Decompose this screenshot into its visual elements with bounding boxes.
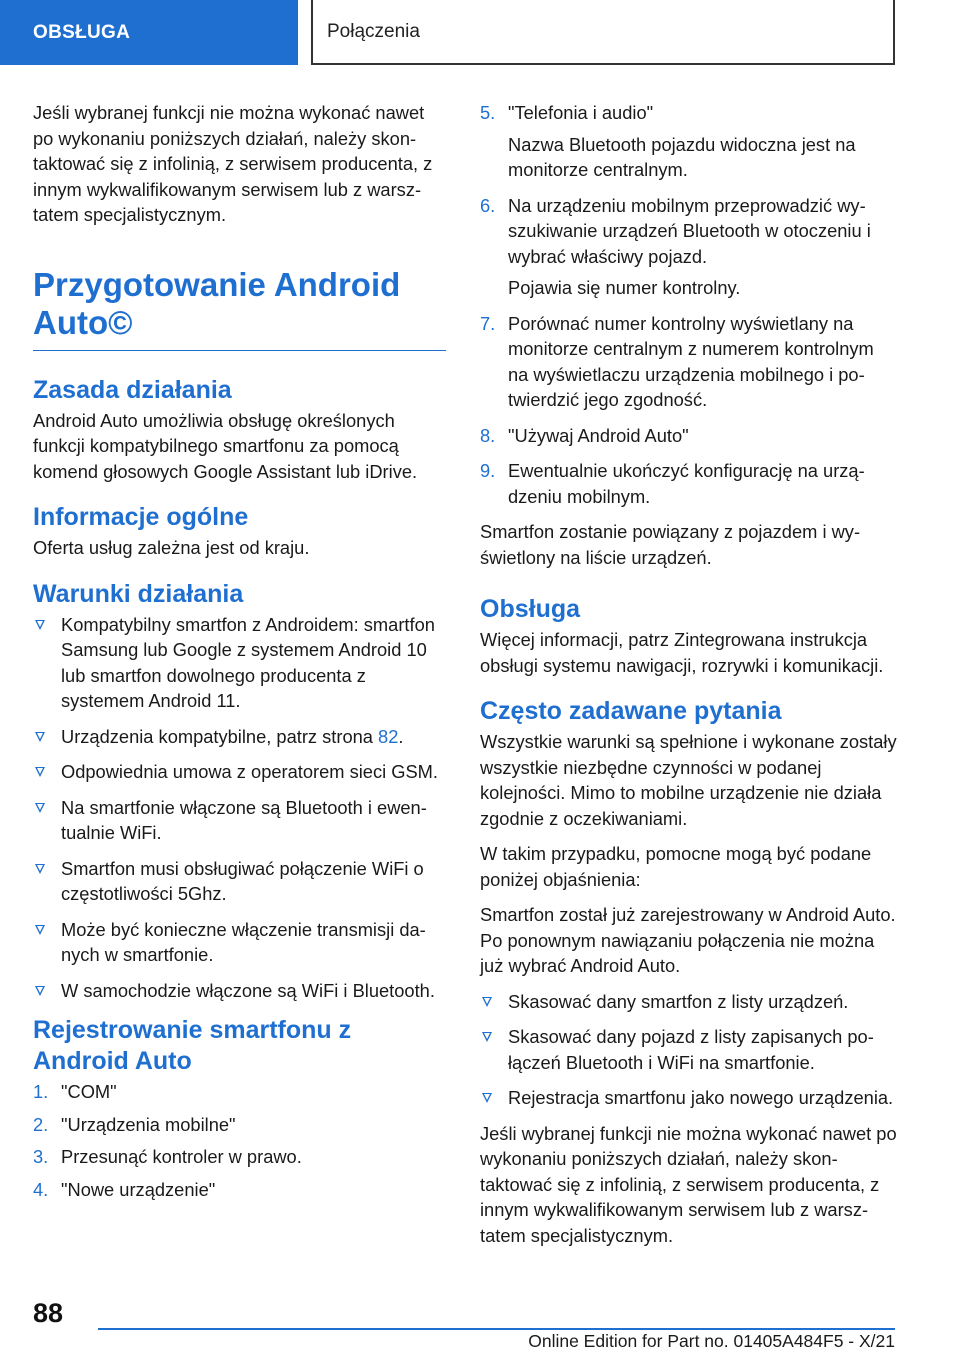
rejestr-heading: Rejestrowanie smartfonu z Android Auto xyxy=(33,1016,352,1075)
triangle-bullet-icon xyxy=(35,732,45,742)
step-item: 9. Ewentualnie ukończyć konfigurację na urządzeniu mobilnym. xyxy=(480,460,865,507)
steps-list-left xyxy=(33,1079,446,1202)
warunki-heading: Warunki działania xyxy=(33,579,244,608)
zasada-paragraph: Android Auto umożliwia obsługę określonych funkcji kompatybilnego smartfonu za pomocą komend głosowych Google Assistant lub iDrive. xyxy=(33,409,418,482)
info-paragraph: Oferta usług zależna jest od kraju. xyxy=(33,537,310,558)
step-item: 2. "Urządzenia mobilne" xyxy=(33,1113,236,1135)
step-item: 3. Przesunąć kontroler w prawo. xyxy=(33,1146,302,1167)
list-item: Rejestracja smartfonu jako nowego urządzenia. xyxy=(480,1085,898,1111)
triangle-bullet-icon xyxy=(35,620,45,630)
list-item: Kompatybilny smartfon z Androidem: smartfon Samsung lub Google z systemem Android 10 lub smartfon dowolnego producenta z systemem Android 11. xyxy=(33,612,446,714)
list-item: Smartfon musi obsługiwać połączenie WiFi o częstotliwości 5Ghz. xyxy=(33,856,446,907)
steps-list-right xyxy=(480,100,898,509)
faq-list xyxy=(480,989,898,1111)
triangle-bullet-icon xyxy=(35,864,45,874)
triangle-bullet-icon xyxy=(482,997,492,1007)
page-number: 88 xyxy=(33,1298,64,1328)
step-item: 6. Na urządzeniu mobilnym przeprowadzić wyszukiwanie urządzeń Bluetooth w otoczeniu i wybrać właściwy pojazd. Pojawia się numer kontrolny. xyxy=(480,193,898,301)
footer-divider xyxy=(98,1328,895,1330)
step-item: 1. "COM" xyxy=(33,1081,117,1102)
chapter-title: Połączenia xyxy=(327,20,420,42)
step-item: 4. "Nowe urządzenie" xyxy=(33,1178,216,1200)
step-item: 8. "Używaj Android Auto" xyxy=(480,424,689,446)
triangle-bullet-icon xyxy=(482,1032,492,1042)
faq-heading: Często zadawane pytania xyxy=(480,697,782,725)
obsluga-heading: Obsługa xyxy=(480,595,581,623)
triangle-bullet-icon xyxy=(482,1093,492,1103)
triangle-bullet-icon xyxy=(35,925,45,935)
section-title: OBSŁUGA xyxy=(33,21,131,43)
triangle-bullet-icon xyxy=(35,803,45,813)
list-item: Urządzenia kompatybilne, patrz strona 82. xyxy=(33,724,446,750)
list-item: Skasować dany pojazd z listy zapisanych połączeń Bluetooth i WiFi na smartfonie. xyxy=(480,1024,898,1075)
faq-paragraph: Smartfon został już zarejestrowany w Android Auto. Po ponownym nawiązaniu połączenia nie można już wybrać Android Auto. xyxy=(480,904,896,976)
after-steps-paragraph: Smartfon zostanie powiązany z pojazdem i wyświetlony na liście urządzeń. xyxy=(480,521,861,568)
step-note: Pojawia się numer kontrolny. xyxy=(508,277,741,298)
obsluga-paragraph: Więcej informacji, patrz Zintegrowana instrukcja obsługi systemu nawigacji, rozrywki i komunikacji. xyxy=(480,629,884,676)
step-note: Nazwa Bluetooth pojazdu widoczna jest na monitorze centralnym. xyxy=(508,133,856,180)
faq-paragraph: W takim przypadku, pomocne mogą być podane poniżej objaśnienia: xyxy=(480,843,872,890)
warunki-list xyxy=(33,612,446,1004)
page-link[interactable]: 82 xyxy=(378,725,399,747)
chapter-header xyxy=(311,0,895,65)
triangle-bullet-icon xyxy=(35,767,45,777)
list-item: Na smartfonie włączone są Bluetooth i ewentualnie WiFi. xyxy=(33,795,446,846)
intro-paragraph: Jeśli wybranej funkcji nie można wykonać nawet po wykonaniu poniższych działań, należy skontaktować się z infolinią, z serwisem producenta, z innym wykwalifikowanym serwisem lub z warsztatem specjalistycznym. xyxy=(33,102,433,225)
section-tab xyxy=(0,0,298,65)
right-column xyxy=(480,100,898,1258)
list-item: W samochodzie włączone są WiFi i Bluetooth. xyxy=(33,978,446,1004)
page-title: Przygotowanie Android Auto© xyxy=(33,266,446,351)
list-item: Skasować dany smartfon z listy urządzeń. xyxy=(480,989,898,1015)
step-item: 5. "Telefonia i audio" Nazwa Bluetooth pojazdu widoczna jest na monitorze centralnym. xyxy=(480,100,898,183)
list-item: Może być konieczne włączenie transmisji danych w smartfonie. xyxy=(33,917,446,968)
faq-paragraph: Wszystkie warunki są spełnione i wykonane zostały wszystkie niezbędne czynności w podanej kolejności. Mimo to mobilne urządzenie nie działa zgodnie z oczekiwaniami. xyxy=(480,731,897,829)
footer-edition: Online Edition for Part no. 01405A484F5 - X/21 xyxy=(528,1331,895,1351)
faq-paragraph: Jeśli wybranej funkcji nie można wykonać nawet po wykonaniu poniższych działań, należy skontaktować się z infolinią, z serwisem producenta, z innym wykwalifikowanym serwisem lub z warsztatem specjalistycznym. xyxy=(480,1122,897,1246)
triangle-bullet-icon xyxy=(35,986,45,996)
info-heading: Informacje ogólne xyxy=(33,503,249,531)
list-item: Odpowiednia umowa z operatorem sieci GSM. xyxy=(33,759,446,785)
step-item: 7. Porównać numer kontrolny wyświetlany na monitorze centralnym z numerem kontrolnym na wyświetlaczu urządzenia mobilnego i potwierdzić jego zgodność. xyxy=(480,312,874,410)
zasada-heading: Zasada działania xyxy=(33,375,232,404)
left-column xyxy=(33,100,446,1209)
